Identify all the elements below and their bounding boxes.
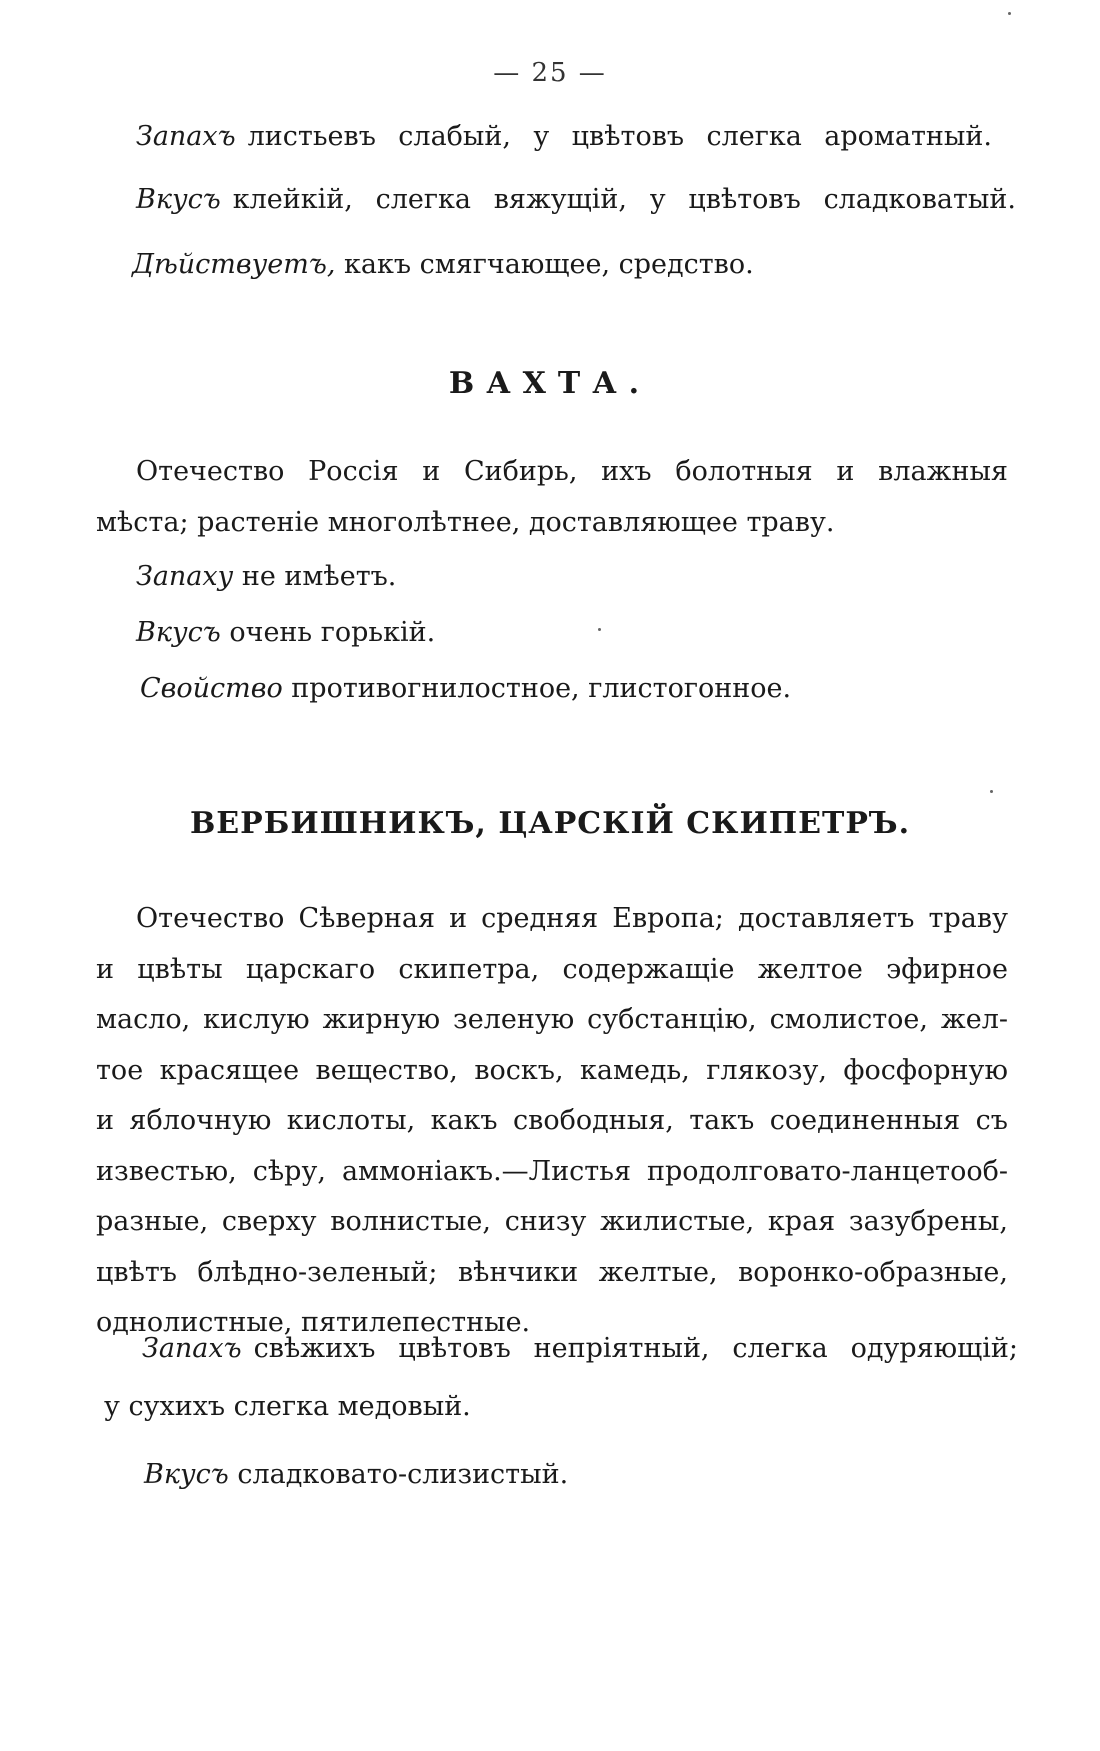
property-text: свѣжихъ цвѣтовъ непріятный, слегка одуряющій; — [253, 1333, 1018, 1364]
property-line-smell — [142, 1332, 1018, 1366]
paragraph-vakhta — [96, 447, 1008, 548]
property-term: Вкусъ — [144, 1459, 229, 1490]
scan-speck — [598, 628, 601, 631]
section-heading-vakhta: ВАХТА. — [448, 366, 652, 401]
property-line-smell — [136, 560, 396, 594]
property-term: Запахъ — [142, 1333, 242, 1364]
property-term: Свойство — [140, 673, 283, 704]
section-heading-verbishnik: ВЕРБИШНИКЪ, ЦАРСКІЙ СКИПЕТРЪ. — [189, 806, 911, 841]
paragraph-line: однолистные, пятилепестные. — [96, 1307, 531, 1338]
paragraph-line: разные, сверху волнистые, снизу жилистые, края зазубрены, — [96, 1206, 1008, 1237]
paragraph-line: цвѣтъ блѣдно-зеленый; вѣнчики желтые, воронко-образные, — [96, 1256, 1008, 1288]
property-line-taste — [136, 183, 1016, 217]
scan-speck — [990, 790, 993, 793]
property-term: Запаху — [136, 561, 234, 592]
property-text: сладковато-слизистый. — [228, 1459, 569, 1490]
paragraph-line: Отечество Сѣверная и средняя Европа; доставляетъ траву — [136, 903, 1008, 934]
paragraph-line: Отечество Россія и Сибирь, ихъ болотныя и влажныя — [136, 456, 1008, 487]
property-line-property — [140, 672, 791, 706]
paragraph-line: известью, сѣру, аммоніакъ.—Листья продолговато-ланцетооб- — [96, 1155, 1008, 1187]
property-text: какъ смягчающее, средство. — [335, 249, 754, 280]
paragraph-verbishnik — [96, 894, 1008, 1349]
property-term: Дѣйствуетъ, — [132, 249, 336, 280]
property-line-taste — [144, 1458, 568, 1492]
property-line-smell — [136, 120, 992, 154]
paragraph-line: и яблочную кислоты, какъ свободныя, такъ соединенныя съ — [96, 1105, 1008, 1136]
paragraph-line: масло, кислую жирную зеленую субстанцію, смолистое, жел- — [96, 1004, 1008, 1035]
property-line-action — [132, 248, 754, 282]
property-term: Запахъ — [136, 121, 236, 152]
property-text: листьевъ слабый, у цвѣтовъ слегка ароматный. — [247, 121, 992, 152]
property-text: клейкій, слегка вяжущій, у цвѣтовъ сладковатый. — [232, 184, 1016, 215]
scan-speck — [1008, 12, 1011, 15]
page-number: — 25 — — [493, 58, 607, 88]
paragraph-line: мѣста; растеніе многолѣтнее, доставляющее траву. — [96, 506, 835, 538]
paragraph-line: и цвѣты царскаго скипетра, содержащіе желтое эфирное — [96, 953, 1008, 985]
property-text: противогнилостное, глистогонное. — [282, 673, 792, 704]
property-text: очень горькій. — [220, 617, 436, 648]
property-text: не имѣетъ. — [233, 561, 397, 592]
property-line-taste — [136, 616, 435, 650]
paragraph-line: тое красящее вещество, воскъ, камедь, глякозу, фосфорную — [96, 1054, 1008, 1086]
property-term: Вкусъ — [136, 617, 221, 648]
property-term: Вкусъ — [136, 184, 221, 215]
property-line-smell-continued: у сухихъ слегка медовый. — [104, 1391, 471, 1422]
